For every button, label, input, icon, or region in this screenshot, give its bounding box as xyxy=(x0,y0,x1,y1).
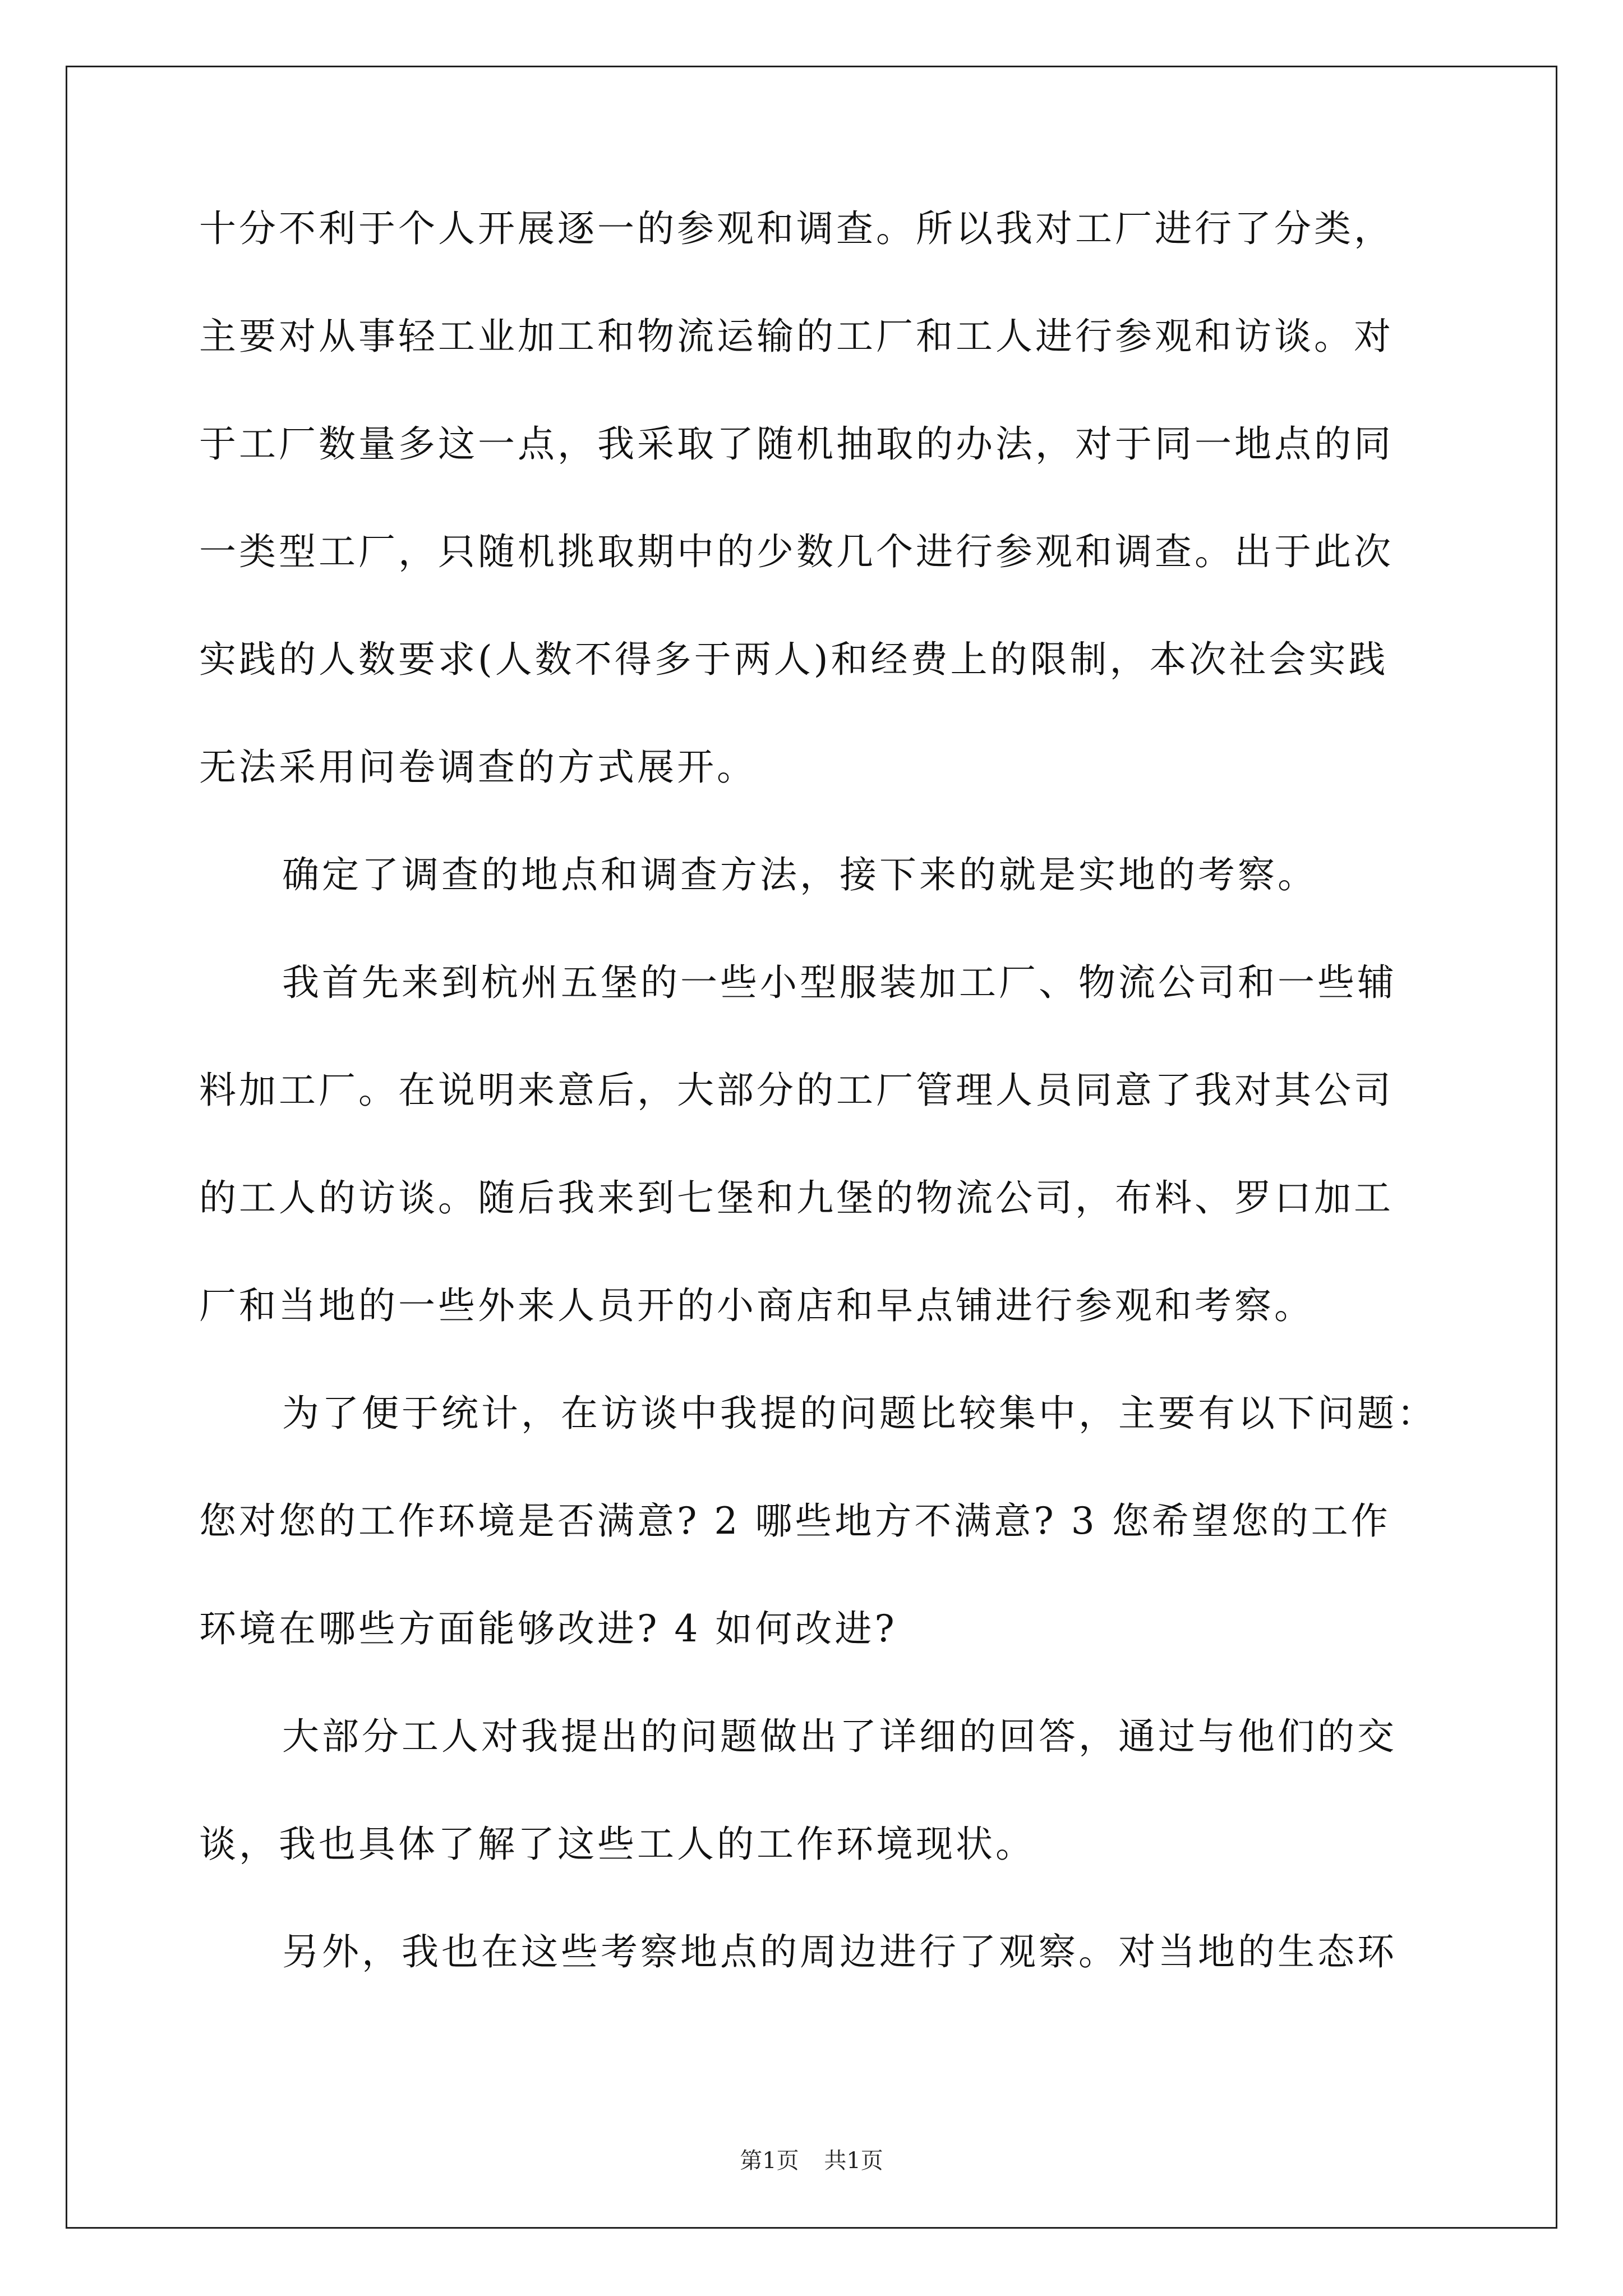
text-line: 料加工厂。在说明来意后，大部分的工厂管理人员同意了我对其公司 xyxy=(199,1069,1394,1112)
text-line: 环境在哪些方面能够改进? 4 如何改进? xyxy=(199,1607,897,1650)
page-footer xyxy=(0,2143,1623,2175)
page-number: 第1页 xyxy=(740,2148,799,2174)
paragraph-first-line: 为了便于统计，在访谈中我提的问题比较集中，主要有以下问题： xyxy=(282,1392,1437,1435)
text-line: 一类型工厂，只随机挑取期中的少数几个进行参观和调查。出于此次 xyxy=(199,530,1394,573)
text-line: 厂和当地的一些外来人员开的小商店和早点铺进行参观和考察。 xyxy=(199,1284,1314,1327)
text-line: 您对您的工作环境是否满意? 2 哪些地方不满意? 3 您希望您的工作 xyxy=(199,1499,1391,1543)
document-body xyxy=(199,207,1437,2041)
paragraph-first-line: 大部分工人对我提出的问题做出了详细的回答，通过与他们的交 xyxy=(282,1715,1397,1758)
page-total: 共1页 xyxy=(824,2148,883,2174)
text-line: 谈，我也具体了解了这些工人的工作环境现状。 xyxy=(199,1823,1035,1866)
paragraph-first-line: 确定了调查的地点和调查方法，接下来的就是实地的考察。 xyxy=(282,853,1317,896)
text-line: 实践的人数要求(人数不得多于两人)和经费上的限制，本次社会实践 xyxy=(199,638,1389,681)
text-line: 主要对从事轻工业加工和物流运输的工厂和工人进行参观和访谈。对 xyxy=(199,315,1394,358)
text-line: 十分不利于个人开展逐一的参观和调查。所以我对工厂进行了分类， xyxy=(199,207,1394,250)
paragraph-first-line: 另外，我也在这些考察地点的周边进行了观察。对当地的生态环 xyxy=(282,1930,1397,1973)
paragraph-first-line: 我首先来到杭州五堡的一些小型服装加工厂、物流公司和一些辅 xyxy=(282,961,1397,1004)
text-line: 的工人的访谈。随后我来到七堡和九堡的物流公司，布料、罗口加工 xyxy=(199,1176,1394,1220)
text-line: 于工厂数量多这一点，我采取了随机抽取的办法，对于同一地点的同 xyxy=(199,422,1394,466)
text-line: 无法采用问卷调查的方式展开。 xyxy=(199,746,757,789)
